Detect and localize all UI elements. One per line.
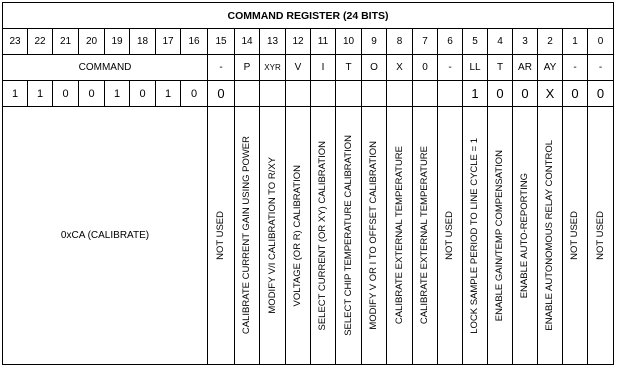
- bit-description: MODIFY V/I CALIBRATION TO R/XY: [266, 157, 278, 314]
- bit-value-row: [3, 81, 614, 107]
- bit-value: [260, 81, 286, 107]
- bit-description: SELECT CURRENT (OR XY) CALIBRATION: [317, 140, 329, 331]
- bit-number: 19: [105, 29, 130, 55]
- bit-description: NOT USED: [215, 211, 227, 260]
- bit-description: SELECT CHIP TEMPERATURE CALIBRATION: [342, 135, 354, 336]
- command-bit-value: 0: [181, 81, 208, 107]
- bit-value: 0: [588, 81, 614, 107]
- command-bit-value: 0: [53, 81, 79, 107]
- field-label: -: [588, 55, 614, 81]
- bit-description: LOCK SAMPLE PERIOD TO LINE CYCLE = 1: [469, 137, 481, 334]
- command-bit-value: 0: [79, 81, 105, 107]
- field-label: P: [235, 55, 260, 81]
- field-label: X: [387, 55, 413, 81]
- command-field-label: COMMAND: [3, 55, 208, 81]
- bit-number: 0: [588, 29, 614, 55]
- bit-description: ENABLE GAIN/TEMP COMPENSATION: [494, 149, 506, 322]
- bit-description: CALIBRATE EXTERNAL TEMPERATURE: [419, 146, 431, 325]
- field-label: AR: [513, 55, 538, 81]
- field-label: 0: [413, 55, 438, 81]
- field-label: O: [362, 55, 387, 81]
- field-label: -: [438, 55, 463, 81]
- bit-description: NOT USED: [444, 211, 456, 260]
- bit-number: 15: [208, 29, 235, 55]
- bit-number: 20: [79, 29, 105, 55]
- bit-number: 10: [336, 29, 362, 55]
- bit-number: 23: [3, 29, 28, 55]
- bit-value: [438, 81, 463, 107]
- bit-value: [336, 81, 362, 107]
- field-label: V: [286, 55, 311, 81]
- bit-number: 6: [438, 29, 463, 55]
- bit-description: VOLTAGE (OR R) CALIBRATION: [292, 164, 304, 307]
- bit-value: [362, 81, 387, 107]
- bit-number: 5: [463, 29, 488, 55]
- field-label: LL: [463, 55, 488, 81]
- field-label-row: [3, 55, 614, 81]
- bit-number: 14: [235, 29, 260, 55]
- bit-number: 13: [260, 29, 286, 55]
- bit-number: 8: [387, 29, 413, 55]
- bit-number: 21: [53, 29, 79, 55]
- command-register-table: [2, 2, 614, 365]
- bit-number-row: [3, 29, 614, 55]
- bit-description: CALIBRATE EXTERNAL TEMPERATURE: [393, 146, 405, 325]
- bit-number: 16: [181, 29, 208, 55]
- bit-number: 4: [488, 29, 513, 55]
- command-bit-value: 1: [28, 81, 53, 107]
- bit-number: 7: [413, 29, 438, 55]
- field-label: T: [336, 55, 362, 81]
- bit-value: 0: [488, 81, 513, 107]
- bit-number: 18: [130, 29, 156, 55]
- bit-description: ENABLE AUTONOMOUS RELAY CONTROL: [544, 140, 556, 331]
- bit-number: 11: [311, 29, 336, 55]
- bit-number: 17: [156, 29, 181, 55]
- bit-value: [235, 81, 260, 107]
- field-label: AY: [538, 55, 563, 81]
- command-bit-value: 0: [130, 81, 156, 107]
- command-description: 0xCA (CALIBRATE): [3, 107, 208, 365]
- bit-number: 2: [538, 29, 563, 55]
- description-row: [3, 107, 614, 365]
- bit-value: [413, 81, 438, 107]
- bit-number: 9: [362, 29, 387, 55]
- field-label: -: [563, 55, 588, 81]
- field-label: -: [208, 55, 235, 81]
- bit-description: MODIFY V OR I TO OFFSET CALIBRATION: [368, 141, 380, 330]
- bit-value: 0: [513, 81, 538, 107]
- command-bit-value: 1: [156, 81, 181, 107]
- bit-value: 1: [463, 81, 488, 107]
- bit-value: X: [538, 81, 563, 107]
- command-bit-value: 1: [3, 81, 28, 107]
- bit-number: 3: [513, 29, 538, 55]
- field-label: T: [488, 55, 513, 81]
- bit-description: CALIBRATE CURRENT GAIN USING POWER: [241, 136, 253, 335]
- bit-description: NOT USED: [594, 211, 606, 260]
- bit-number: 22: [28, 29, 53, 55]
- bit-value: [311, 81, 336, 107]
- bit-value: [286, 81, 311, 107]
- bit-description: NOT USED: [569, 211, 581, 260]
- bit-number: 12: [286, 29, 311, 55]
- register-title: COMMAND REGISTER (24 BITS): [3, 3, 614, 29]
- bit-value: 0: [563, 81, 588, 107]
- bit-value: [387, 81, 413, 107]
- field-label: I: [311, 55, 336, 81]
- bit-value: 0: [208, 81, 235, 107]
- command-bit-value: 1: [105, 81, 130, 107]
- bit-description: ENABLE AUTO-REPORTING: [519, 172, 531, 299]
- bit-number: 1: [563, 29, 588, 55]
- field-label: XYR: [260, 55, 286, 81]
